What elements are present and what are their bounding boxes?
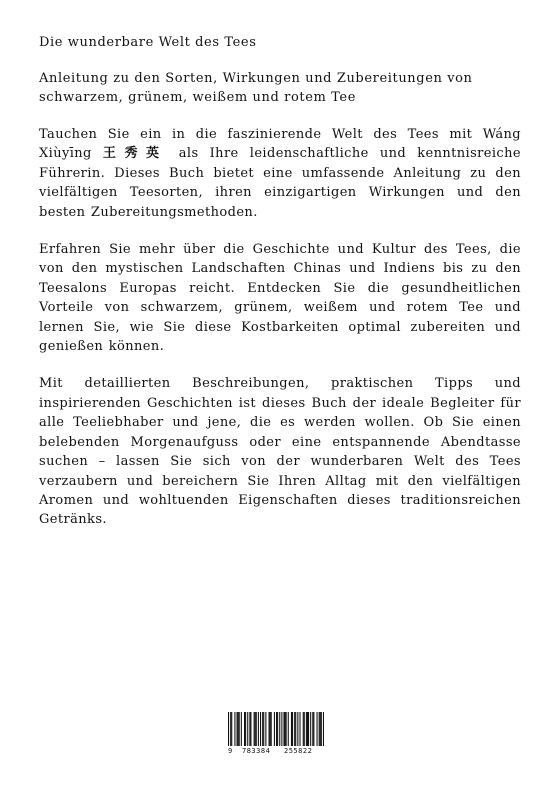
barcode-bar	[276, 712, 277, 746]
barcode-bar	[281, 712, 282, 746]
barcode-bar	[237, 712, 238, 746]
paragraph-intro	[39, 125, 521, 222]
book-subtitle: Anleitung zu den Sorten, Wirkungen und Zubereitungen von schwarzem, grünem, weißem und rotem Tee	[39, 71, 473, 105]
barcode-bar	[307, 712, 308, 746]
barcode-bar	[317, 712, 318, 746]
barcode-digits-left: 783384	[242, 747, 271, 755]
barcode-bar	[255, 712, 256, 746]
barcode-bar	[288, 712, 289, 746]
barcode-bar	[228, 712, 229, 746]
barcode-bar	[269, 712, 270, 746]
barcode-bar	[304, 712, 305, 746]
barcode-bar	[247, 712, 248, 746]
barcode-bar	[292, 712, 293, 746]
barcode-bar	[285, 712, 286, 746]
barcode-bars	[228, 712, 324, 746]
barcode-bar	[254, 712, 255, 746]
author-name-chinese: 王秀英	[102, 146, 168, 162]
barcode-bar	[238, 712, 239, 746]
barcode-bar	[230, 712, 231, 746]
barcode-bar	[320, 712, 321, 746]
barcode-bar	[241, 712, 242, 746]
paragraph-closing: Mit detaillierten Beschreibungen, praktischen Tipps und inspirierenden Geschichten ist dieses Buch der ideale Begleiter für alle Teeliebhaber und jene, die es werden wollen. Ob Sie einen belebenden Morgenaufguss oder eine entspannende Abendtasse suchen – lassen Sie sich von der wunderbaren Welt des Tees verzaubern und bereichern Sie Ihren Alltag mit den vielfältigen Aromen und wohltuenden Eigenschaften dieses traditionsreichen Getränks.	[39, 376, 521, 528]
barcode-bar	[321, 712, 322, 746]
barcode-bar	[274, 712, 275, 746]
barcode-bar	[286, 712, 287, 746]
barcode-bar	[260, 712, 261, 746]
barcode-bar	[294, 712, 295, 746]
barcode-bar	[312, 712, 313, 746]
barcode-bar	[271, 712, 272, 746]
barcode-bar	[256, 712, 257, 746]
barcode-bar	[262, 712, 263, 746]
barcode-bar	[295, 712, 296, 746]
isbn-barcode	[228, 712, 324, 756]
barcode-bar	[249, 712, 250, 746]
barcode-bar	[231, 712, 232, 746]
barcode-bar	[239, 712, 240, 746]
barcode-bar	[277, 712, 278, 746]
barcode-bar	[303, 712, 304, 746]
barcode-bar	[270, 712, 271, 746]
barcode-digit-first: 9	[228, 747, 233, 755]
barcode-bar	[310, 712, 311, 746]
barcode-bar	[279, 712, 280, 746]
barcode-bar	[283, 712, 284, 746]
paragraph-intro-start: Tauchen Sie ein in die faszinierende Welt des Tees mit Wáng Xiùyīng	[39, 127, 521, 162]
paragraph-history: Erfahren Sie mehr über die Geschichte und Kultur des Tees, die von den mystischen Landschaften Chinas und Indiens bis zu den Teesalons Europas reicht. Entdecken Sie die gesundheitlichen Vorteile von schwarzem, grünem, weißem und rotem Tee und lernen Sie, wie Sie diese Kostbarkeiten optimal zubereiten und genießen können.	[39, 242, 521, 355]
barcode-bar	[313, 712, 314, 746]
barcode-bar	[323, 712, 324, 746]
barcode-digits-right: 255822	[284, 747, 313, 755]
barcode-number	[228, 746, 324, 756]
barcode-bar	[308, 712, 309, 746]
barcode-bar	[258, 712, 259, 746]
barcode-bar	[250, 712, 251, 746]
barcode-bar	[244, 712, 245, 746]
barcode-bar	[319, 712, 320, 746]
barcode-bar	[265, 712, 266, 746]
barcode-bar	[291, 712, 292, 746]
barcode-bar	[234, 712, 235, 746]
barcode-bar	[245, 712, 246, 746]
barcode-bar	[299, 712, 300, 746]
book-title: Die wunderbare Welt des Tees	[39, 35, 257, 50]
barcode-bar	[297, 712, 298, 746]
barcode-bar	[263, 712, 264, 746]
paragraph-intro-end: als Ihre leidenschaftliche und kenntnisreiche Führerin. Dieses Buch bietet eine umfassende Anleitung zu den vielfältigen Teesorten, ihren einzigartigen Wirkungen und den besten Zubereitungsmethoden.	[39, 146, 521, 220]
barcode-bar	[306, 712, 307, 746]
